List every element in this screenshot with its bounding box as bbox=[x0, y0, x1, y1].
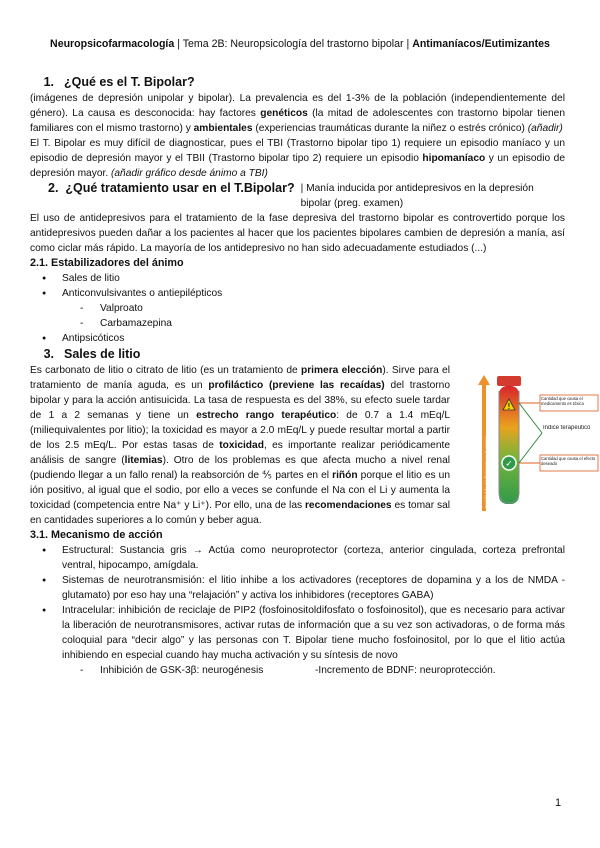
header-unit: Antimaníacos/Eutimizantes bbox=[412, 38, 550, 50]
section-1-paragraph-2: El T. Bipolar es muy difícil de diagnosticar, pues el TBI (Trastorno bipolar tipo 1) requiere un episodio maníaco y un episodio de depresión mayor y el TBII (Trastorno bipolar tipo 2) requiere un episodio hipomaníaco y un episodio de depresión mayor. (añadir gráfico desde ánimo a TBI) bbox=[30, 138, 565, 179]
header-topic: Tema 2B: Neuropsicología del trastorno bipolar bbox=[182, 38, 404, 50]
list-item: - Valproato bbox=[100, 301, 565, 316]
lithium-paragraph: Es carbonato de litio o citrato de litio (es un tratamiento de primera elección). Sirve para el tratamiento de manía aguda, es un profiláctico (previene las recaídas) del trastorno bipolar y para la acción antisuicida. La tasa de respuesta es del 38%, su efecto suele tardar de 1 a 2 semanas y tiene un estrecho rango terapéutico: de 0.7 a 1.4 mEq/L (miliequivalentes por litio); la toxicidad es mayor a 2.0 mEq/L y puede resultar mortal a partir de los 2.5 mEq/L. Por estas tasas de toxicidad, es importante realizar periódicamente análisis de sangre (litemias). Otro de los problemas es que afecta mucho a nivel renal (pudiendo llegar a un fallo renal) la reabsorción de ⅘ partes en el riñón porque el litio es un ión positivo, al igual que el sodio, por ello a veces se confunde el Na con el Li y aumenta la toxicidad (competencia entre Na⁺ y Li⁺). Por ello, una de las recomendaciones es tomar sal en cantidades superiores a lo común y beber agua. bbox=[30, 365, 451, 526]
section-2-heading bbox=[30, 181, 565, 211]
section-3-heading bbox=[30, 346, 565, 363]
section-1-heading bbox=[30, 74, 565, 91]
section-2-number: 2. bbox=[48, 181, 59, 195]
running-header: Neuropsicofarmacología | Tema 2B: Neuropsicología del trastorno bipolar | Antimaníacos/Eutimizantes bbox=[50, 38, 550, 50]
anticonvulsants-sublist bbox=[30, 301, 565, 331]
subsection-3-1-heading: 3.1. Mecanismo de acción bbox=[30, 529, 163, 541]
stabilizers-list-cont bbox=[30, 331, 565, 346]
list-item: ● Anticonvulsivantes o antiepilépticos bbox=[62, 286, 565, 301]
section-2-note: | Manía inducida por antidepresivos en la depresión bipolar (preg. examen) bbox=[300, 183, 534, 209]
stabilizers-list bbox=[30, 271, 565, 301]
subsection-2-1-heading: 2.1. Estabilizadores del ánimo bbox=[30, 257, 184, 269]
list-item: ● Sales de litio bbox=[62, 271, 565, 286]
list-item: ● Intracelular: inhibición de reciclaje de PIP2 (fosfoinositoldifosfato o fosfoinositol), que es necesario para activar la liberación de neurotransmisores, activar rutas de información que a su vez son activadoras, o de forma más coloquial para “decir algo” y las personas con T. Bipolar tiene mucho fosfoinositol, por lo que el litio actúa inhibiendo en especial cuando hay mucha activación y su síntesis de novo bbox=[62, 603, 565, 663]
page-number: 1 bbox=[555, 797, 562, 809]
check-mark: ✓ bbox=[505, 459, 513, 470]
section-3-number: 3. bbox=[43, 347, 54, 361]
section-2-title: ¿Qué tratamiento usar en el T.Bipolar? bbox=[65, 181, 295, 195]
section-1-title: ¿Qué es el T. Bipolar? bbox=[64, 75, 195, 89]
warning-mark: ! bbox=[507, 402, 511, 411]
section-2-paragraph: El uso de antidepresivos para el tratamiento de la fase depresiva del trastorno bipolar es controvertido porque los antidepresivos pueden dañar a los pacientes al hacer que los pacientes bipolares cambien de depresión a manía, así como ciclar más rápido. La mayoría de los antidepresivo no han sido adecuadamente estudiados (...) bbox=[30, 213, 565, 254]
list-item: ● Estructural: Sustancia gris → Actúa como neuroprotector (corteza, anterior cingulada, corteza prefrontal ventral, hipocampo, amígdala. bbox=[62, 543, 565, 573]
list-item: - Inhibición de GSK-3β: neurogénesis -Incremento de BDNF: neuroprotección. bbox=[100, 663, 565, 678]
document-body bbox=[30, 74, 596, 678]
figure-label-therapeutic: Índice terapéutico bbox=[543, 425, 591, 431]
mechanism-list bbox=[30, 543, 565, 663]
intracellular-sublist bbox=[30, 663, 565, 678]
figure-label-effect: Cantidad que causa el efecto deseado bbox=[541, 456, 596, 466]
section-3-title: Sales de litio bbox=[64, 347, 141, 361]
list-item: ● Sistemas de neurotransmisión: el litio inhibe a los activadores (receptores de dopamina y a los de NMDA - glutamato) por eso hay una “relajación” y activa los inhibidores (receptores GABA) bbox=[62, 573, 565, 603]
list-item: ● Antipsicóticos bbox=[62, 331, 565, 346]
tube-cap bbox=[497, 376, 521, 386]
figure-axis-label: Cantidad de medicamento en la sangre bbox=[484, 435, 489, 509]
section-1-paragraph-1: (imágenes de depresión unipolar y bipolar). La prevalencia es del 1-3% de la población (independientemente del género). La causa es desconocida: hay factores genéticos (la mitad de adolescentes con trastorno bipolar tienen familiares con el mismo trastorno) y ambientales (experiencias traumáticas durante la niñez o estrés crónico) (añadir) bbox=[30, 93, 565, 134]
figure-label-toxic: Cantidad que causa el medicamento es tóxica bbox=[541, 396, 584, 406]
therapeutic-index-figure bbox=[470, 373, 600, 513]
list-item: - Carbamazepina bbox=[100, 316, 565, 331]
header-course: Neuropsicofarmacología bbox=[50, 38, 175, 50]
section-1-number: 1. bbox=[43, 75, 54, 89]
